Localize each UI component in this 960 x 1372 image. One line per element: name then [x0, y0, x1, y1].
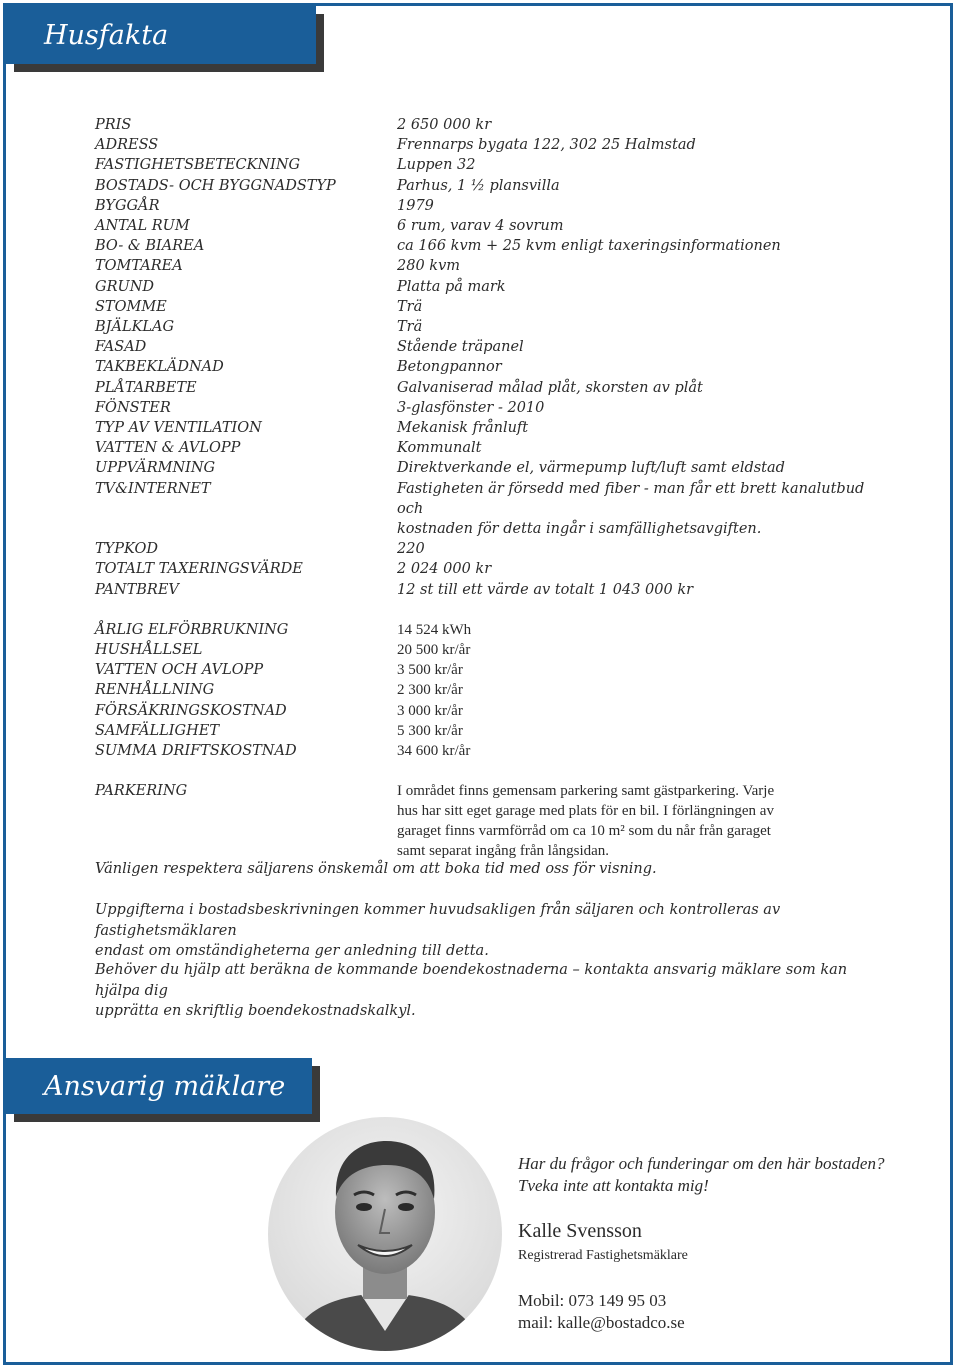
fact-label: TYP AV VENTILATION	[95, 420, 262, 437]
parking-row	[95, 781, 875, 861]
fact-value: Frennarps bygata 122, 302 25 Halmstad	[397, 137, 696, 154]
fact-value: 220	[397, 541, 425, 558]
fact-value: Galvaniserad målad plåt, skorsten av plåt	[397, 379, 703, 396]
fact-row	[95, 317, 875, 337]
fact-label: ANTAL RUM	[95, 218, 190, 235]
fact-label: PANTBREV	[95, 581, 179, 598]
fact-row	[95, 196, 875, 216]
fact-row	[95, 337, 875, 357]
fact-row	[95, 176, 875, 196]
parking-line: hus har sitt eget garage med plats för en bil. I förlängningen av	[397, 803, 774, 820]
note-text: endast om omständigheterna ger anledning till detta.	[95, 943, 489, 959]
fact-value: Trä	[397, 319, 423, 336]
agent-name: Kalle Svensson	[518, 1220, 642, 1242]
fact-label: VATTEN & AVLOPP	[95, 440, 241, 457]
fact-label: BJÄLKLAG	[95, 319, 175, 336]
fact-row	[95, 236, 875, 256]
fact-value: Luppen 32	[397, 157, 476, 174]
fact-label: PRIS	[95, 117, 132, 133]
fact-label: FÖNSTER	[95, 399, 171, 416]
fact-value: Betongpannor	[397, 359, 502, 376]
fact-row	[95, 155, 875, 175]
cost-label: SUMMA DRIFTSKOSTNAD	[95, 743, 297, 760]
cost-row	[95, 680, 875, 700]
fact-value: 6 rum, varav 4 sovrum	[397, 218, 564, 235]
fact-value: 2 650 000 kr	[397, 117, 492, 133]
agent-photo	[268, 1117, 502, 1351]
fact-value: 280 kvm	[397, 258, 461, 275]
cost-row	[95, 741, 875, 761]
page-title: Husfakta	[44, 19, 169, 51]
agent-banner	[6, 1058, 312, 1114]
cost-label: HUSHÅLLSEL	[95, 642, 203, 659]
fact-row	[95, 559, 875, 579]
fact-label: TOMTAREA	[95, 258, 183, 275]
fact-row	[95, 398, 875, 418]
cost-row	[95, 721, 875, 741]
parking-text	[397, 781, 875, 861]
fact-row	[95, 539, 875, 559]
agent-question-line: Tveka inte att kontakta mig!	[518, 1176, 709, 1195]
cost-value: 3 000 kr/år	[397, 702, 463, 719]
agent-email[interactable]: mail: kalle@bostadco.se	[518, 1313, 685, 1332]
fact-label: BYGGÅR	[95, 197, 160, 214]
cost-label: ÅRLIG ELFÖRBRUKNING	[95, 621, 289, 638]
cost-value: 5 300 kr/år	[397, 722, 463, 739]
fact-label: TOTALT TAXERINGSVÄRDE	[95, 561, 303, 578]
fact-row	[95, 277, 875, 297]
parking-line: I området finns gemensam parkering samt gästparkering. Varje	[397, 783, 775, 800]
fact-label: TYPKOD	[95, 541, 158, 558]
fact-row	[95, 216, 875, 236]
note-text: Uppgifterna i bostadsbeskrivningen kommer huvudsakligen från säljaren och kontrolleras av fastighetsmäklaren	[95, 902, 781, 939]
fact-row	[95, 115, 875, 135]
fact-label: TAKBEKLÄDNAD	[95, 359, 224, 376]
fact-label: UPPVÄRMNING	[95, 460, 216, 477]
cost-row	[95, 620, 875, 640]
help-note	[95, 960, 855, 1022]
note-text: Vänligen respektera säljarens önskemål om att boka tid med oss för visning.	[95, 861, 657, 877]
fact-value: 12 st till ett värde av totalt 1 043 000 kr	[397, 581, 694, 598]
agent-section-title: Ansvarig mäklare	[44, 1070, 286, 1102]
fact-row	[95, 378, 875, 398]
fact-value: Kommunalt	[397, 440, 482, 457]
fact-value: ca 166 kvm + 25 kvm enligt taxeringsinformationen	[397, 238, 781, 255]
fact-value: Parhus, 1 ½ plansvilla	[397, 177, 560, 194]
cost-row	[95, 660, 875, 680]
viewing-note	[95, 859, 855, 880]
agent-questions	[518, 1153, 884, 1197]
fact-row	[95, 458, 875, 478]
cost-row	[95, 701, 875, 721]
note-text: upprätta en skriftlig boendekostnadskalkyl.	[95, 1003, 416, 1019]
cost-value: 20 500 kr/år	[397, 642, 471, 659]
fact-value: 2 024 000 kr	[397, 561, 492, 578]
fact-row	[95, 357, 875, 377]
fact-row	[95, 256, 875, 276]
agent-phone[interactable]: Mobil: 073 149 95 03	[518, 1291, 667, 1310]
fact-label: STOMME	[95, 298, 167, 315]
facts-table	[95, 115, 875, 861]
agent-question-line: Har du frågor och funderingar om den här bostaden?	[518, 1154, 885, 1173]
fact-label: PLÅTARBETE	[95, 379, 197, 396]
fact-label: GRUND	[95, 278, 155, 295]
fact-row	[95, 438, 875, 458]
parking-label: PARKERING	[95, 783, 188, 800]
fact-value: Mekanisk frånluft	[397, 420, 529, 437]
fact-row	[95, 418, 875, 438]
fact-label: BO- & BIAREA	[95, 238, 205, 255]
cost-label: SAMFÄLLIGHET	[95, 722, 219, 739]
cost-value: 3 500 kr/år	[397, 662, 463, 679]
cost-value: 14 524 kWh	[397, 621, 472, 638]
parking-line: samt separat ingång från långsidan.	[397, 843, 610, 860]
fact-value: Direktverkande el, värmepump luft/luft samt eldstad	[397, 460, 785, 477]
agent-portrait-image	[268, 1117, 502, 1351]
fact-value	[397, 479, 875, 540]
disclaimer-note	[95, 900, 855, 962]
cost-row	[95, 640, 875, 660]
fact-value-line: kostnaden för detta ingår i samfällighetsavgiften.	[397, 521, 762, 538]
agent-title: Registrerad Fastighetsmäklare	[518, 1248, 688, 1263]
husfakta-banner	[6, 6, 316, 64]
fact-label: BOSTADS- OCH BYGGNADSTYP	[95, 177, 336, 194]
fact-row	[95, 297, 875, 317]
cost-value: 34 600 kr/år	[397, 743, 471, 760]
fact-label: ADRESS	[95, 137, 159, 154]
fact-value: Stående träpanel	[397, 339, 524, 356]
cost-label: FÖRSÄKRINGSKOSTNAD	[95, 702, 287, 719]
fact-value: 1979	[397, 197, 434, 214]
parking-line: garaget finns varmförråd om ca 10 m² som du når från garaget	[397, 823, 771, 840]
agent-contact	[518, 1290, 685, 1334]
cost-label: VATTEN OCH AVLOPP	[95, 662, 264, 679]
fact-label: FASTIGHETSBETECKNING	[95, 157, 301, 174]
cost-value: 2 300 kr/år	[397, 682, 463, 699]
fact-label: FASAD	[95, 339, 147, 356]
fact-value-line: Fastigheten är försedd med fiber - man får ett brett kanalutbud och	[397, 480, 865, 517]
fact-row	[95, 479, 875, 540]
cost-label: RENHÅLLNING	[95, 682, 215, 699]
fact-value: 3-glasfönster - 2010	[397, 399, 545, 416]
fact-value: Trä	[397, 298, 423, 315]
fact-label: TV&INTERNET	[95, 480, 211, 497]
fact-row	[95, 580, 875, 600]
note-text: Behöver du hjälp att beräkna de kommande boendekostnaderna – kontakta ansvarig mäklare som kan hjälpa dig	[95, 962, 848, 999]
fact-value: Platta på mark	[397, 278, 506, 295]
fact-row	[95, 135, 875, 155]
